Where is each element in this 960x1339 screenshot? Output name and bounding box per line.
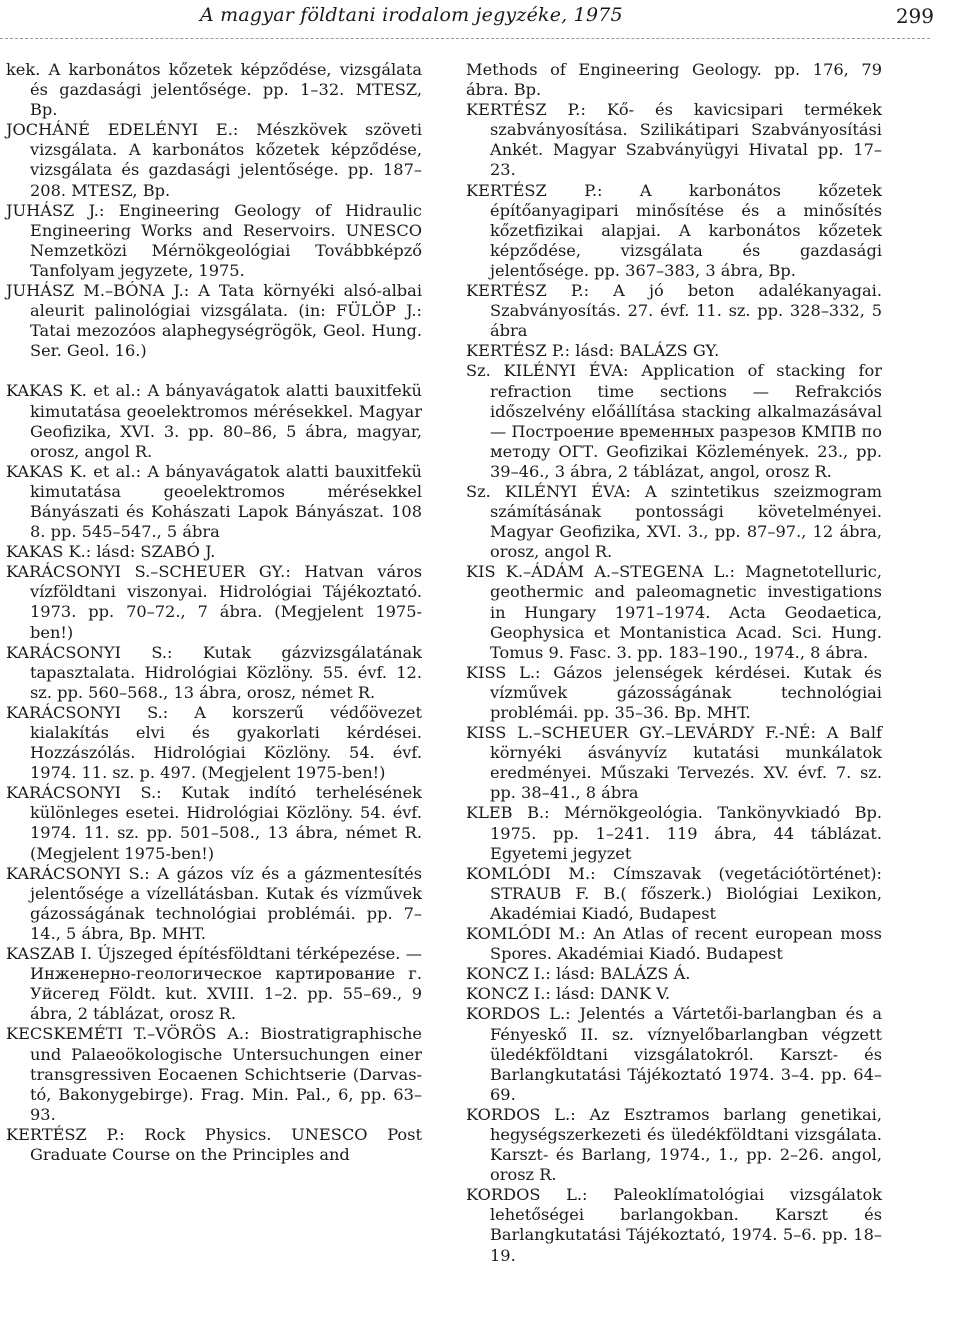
running-title: A magyar földtani irodalom jegyzéke, 1975 — [200, 4, 623, 26]
bibliography-entry: KARÁCSONYI S.: A gázos víz és a gázmentesítés jelentősége a vízellátásban. Kutak és vízművek gázosságának technológiai problémái. pp. 7–14., 5 ábra, Bp. MHT. — [6, 863, 422, 943]
bibliography-entry: KISS L.: Gázos jelenségek kérdései. Kutak és vízművek gázosságának technológiai problémái. pp. 35–36. Bp. MHT. — [466, 662, 882, 722]
bibliography-entry: KERTÉSZ P.: A jó beton adalékanyagai. Szabványosítás. 27. évf. 11. sz. pp. 328–332, 5 ábra — [466, 281, 882, 341]
bibliography-entry: KONCZ I.: lásd: DANK V. — [466, 984, 671, 1004]
page-header — [0, 4, 960, 40]
bibliography-entry: KARÁCSONYI S.: A korszerű védőövezet kialakítás elvi és gyakorlati kérdései. Hozzászólás. Hidrológiai Közlöny. 54. évf. 1974. 11. sz. p. 497. (Megjelent 1975-ben!) — [6, 702, 422, 783]
bibliography-entry: KORDOS L.: Az Esztramos barlang genetikai, hegységszerkezeti és üledékföldtani vizsgálata. Karszt- és Barlang, 1974., 1., pp. 2–26. angol, orosz R. — [466, 1104, 882, 1185]
bibliography-entry: KASZAB I. Újszeged építésföldtani térképezése. — Инженерно-геологическое картирование г. Уйсегед Földt. kut. XVIII. 1–2. pp. 55–69., 9 ábra, 2 táblázat, orosz R. — [6, 944, 422, 1024]
bibliography-entry: JOCHÁNÉ EDELÉNYI E.: Mészkövek szöveti vizsgálata. A karbonátos kőzetek képződése, vizsgálata és gazdasági jelentősége. pp. 187–208. MTESZ, Bp. — [6, 120, 422, 200]
bibliography-entry: KARÁCSONYI S.–SCHEUER GY.: Hatvan város vízföldtani viszonyai. Hidrológiai Tájékoztató. 1973. pp. 70–72., 7 ábra. (Megjelent 1975-ben!) — [6, 562, 422, 642]
bibliography-entry: KISS L.–SCHEUER GY.–LEVÁRDY F.-NÉ: A Balf környéki ásványvíz kutatási munkálatok eredményei. Műszaki Tervezés. XV. évf. 7. sz. pp. 38–41., 8 ábra — [466, 723, 882, 803]
bibliography-entry: KOMLÓDI M.: An Atlas of recent european moss Spores. Akadémiai Kiadó. Budapest — [466, 924, 882, 964]
bibliography-entry: JUHÁSZ J.: Engineering Geology of Hidraulic Engineering Works and Reservoirs. UNESCO Nemzetközi Mérnökgeológiai Továbbképző Tanfolyam jegyzete, 1975. — [6, 200, 422, 280]
bibliography-entry: Sz. KILÉNYI ÉVA: Application of stacking for refraction time sections — Refrakciós időszelvény előállítása stacking alkalmazásával — Построение временных разрезов КМПВ по методу ОГТ. Geofizikai Közlemények. 23., pp. 39–46., 3 ábra, 2 táblázat, angol, orosz R. — [466, 361, 882, 481]
bibliography-entry: KLEB B.: Mérnökgeológia. Tankönyvkiadó Bp. 1975. pp. 1–241. 119 ábra, 44 táblázat. Egyetemi jegyzet — [466, 803, 882, 863]
bibliography-entry: KORDOS L.: Jelentés a Vártetői-barlangban és a Fényeskő II. sz. víznyelőbarlangban végzett üledékföldtani vizsgálatokról. Karszt- és Barlangkutatási Tájékoztató 1974. 3–4. pp. 64–69. — [466, 1004, 882, 1104]
left-column — [6, 60, 422, 1165]
bibliography-entry: KOMLÓDI M.: Címszavak (vegetációtörténet): STRAUB F. B.( főszerk.) Biológiai Lexikon, Akadémiai Kiadó, Budapest — [466, 863, 882, 923]
bibliography-entry: KAKAS K. et al.: A bányavágatok alatti bauxitfekü kimutatása geoelektromos mérésekkel. Magyar Geofizika, XVI. 3. pp. 80–86, 5 ábra, magyar, orosz, angol R. — [6, 381, 422, 461]
bibliography-entry: KAKAS K.: lásd: SZABÓ J. — [6, 542, 216, 562]
bibliography-entry: KAKAS K. et al.: A bányavágatok alatti bauxitfekü kimutatása geoelektromos mérésekkel Bányászati és Kohászati Lapok Bányászat. 108 8. pp. 545–547., 5 ábra — [6, 461, 422, 542]
bibliography-entry: KARÁCSONYI S.: Kutak gázvizsgálatának tapasztalata. Hidrológiai Közlöny. 55. évf. 12. sz. pp. 560–568., 13 ábra, orosz, német R. — [6, 642, 422, 702]
bibliography-entry: KARÁCSONYI S.: Kutak indító terhelésének különleges esetei. Hidrológiai Közlöny. 54. évf. 1974. 11. sz. pp. 501–508., 13 ábra, német R. (Megjelent 1975-ben!) — [6, 783, 422, 863]
bibliography-entry: KERTÉSZ P.: lásd: BALÁZS GY. — [466, 341, 720, 361]
bibliography-entry: KECSKEMÉTI T.–VÖRÖS A.: Biostratigraphische und Palaeoökologische Untersuchungen einer transgressiven Eocaenen Schichtserie (Darvas-tó, Bakonygebirge). Frag. Min. Pal., 6, pp. 63–93. — [6, 1024, 422, 1124]
bibliography-entry: KONCZ I.: lásd: BALÁZS Á. — [466, 964, 691, 984]
bibliography-entry: KORDOS L.: Paleoklímatológiai vizsgálatok lehetőségei barlangokban. Karszt és Barlangkutatási Tájékoztató, 1974. 5–6. pp. 18–19. — [466, 1185, 882, 1265]
bibliography-entry: JUHÁSZ M.–BÓNA J.: A Tata környéki alsó-albai aleurit palinológiai vizsgálata. (in: FÜLÖP J.: Tatai mezozóos alaphegységrögök, Geol. Hung. Ser. Geol. 16.) — [6, 281, 422, 361]
header-rule — [0, 38, 930, 39]
bibliography-entry: KERTÉSZ P.: Rock Physics. UNESCO Post Graduate Course on the Principles and — [6, 1124, 422, 1164]
right-column — [466, 60, 882, 1266]
bibliography-entry: KIS K.–ÁDÁM A.–STEGENA L.: Magnetotelluric, geothermic and paleomagnetic investigations in Hungary 1971–1974. Acta Geodaetica, Geophysica et Montanistica Acad. Sci. Hung. Tomus 9. Fasc. 3. pp. 183–190., 1974., 8 ábra. — [466, 562, 882, 662]
bibliography-entry-continued: Methods of Engineering Geology. pp. 176, 79 ábra. Bp. — [466, 60, 882, 100]
bibliography-entry: KERTÉSZ P.: A karbonátos kőzetek építőanyagipari minősítése és a minősítés kőzetfizikai alapjai. A karbonátos kőzetek képződése, vizsgálata és gazdasági jelentősége. pp. 367–383, 3 ábra, Bp. — [466, 180, 882, 280]
bibliography-entry: KERTÉSZ P.: Kő- és kavicsipari termékek szabványosítása. Szilikátipari Szabványosítási Ankét. Magyar Szabványügyi Hivatal pp. 17–23. — [466, 100, 882, 180]
bibliography-entry: kek. A karbonátos kőzetek képződése, vizsgálata és gazdasági jelentősége. pp. 1–32. MTESZ, Bp. — [6, 60, 422, 120]
section-gap — [6, 361, 422, 381]
bibliography-entry: Sz. KILÉNYI ÉVA: A szintetikus szeizmogram számításának pontossági követelményei. Magyar Geofizika, XVI. 3., pp. 87–97., 12 ábra, orosz, angol R. — [466, 481, 882, 562]
page-number: 299 — [895, 4, 934, 28]
